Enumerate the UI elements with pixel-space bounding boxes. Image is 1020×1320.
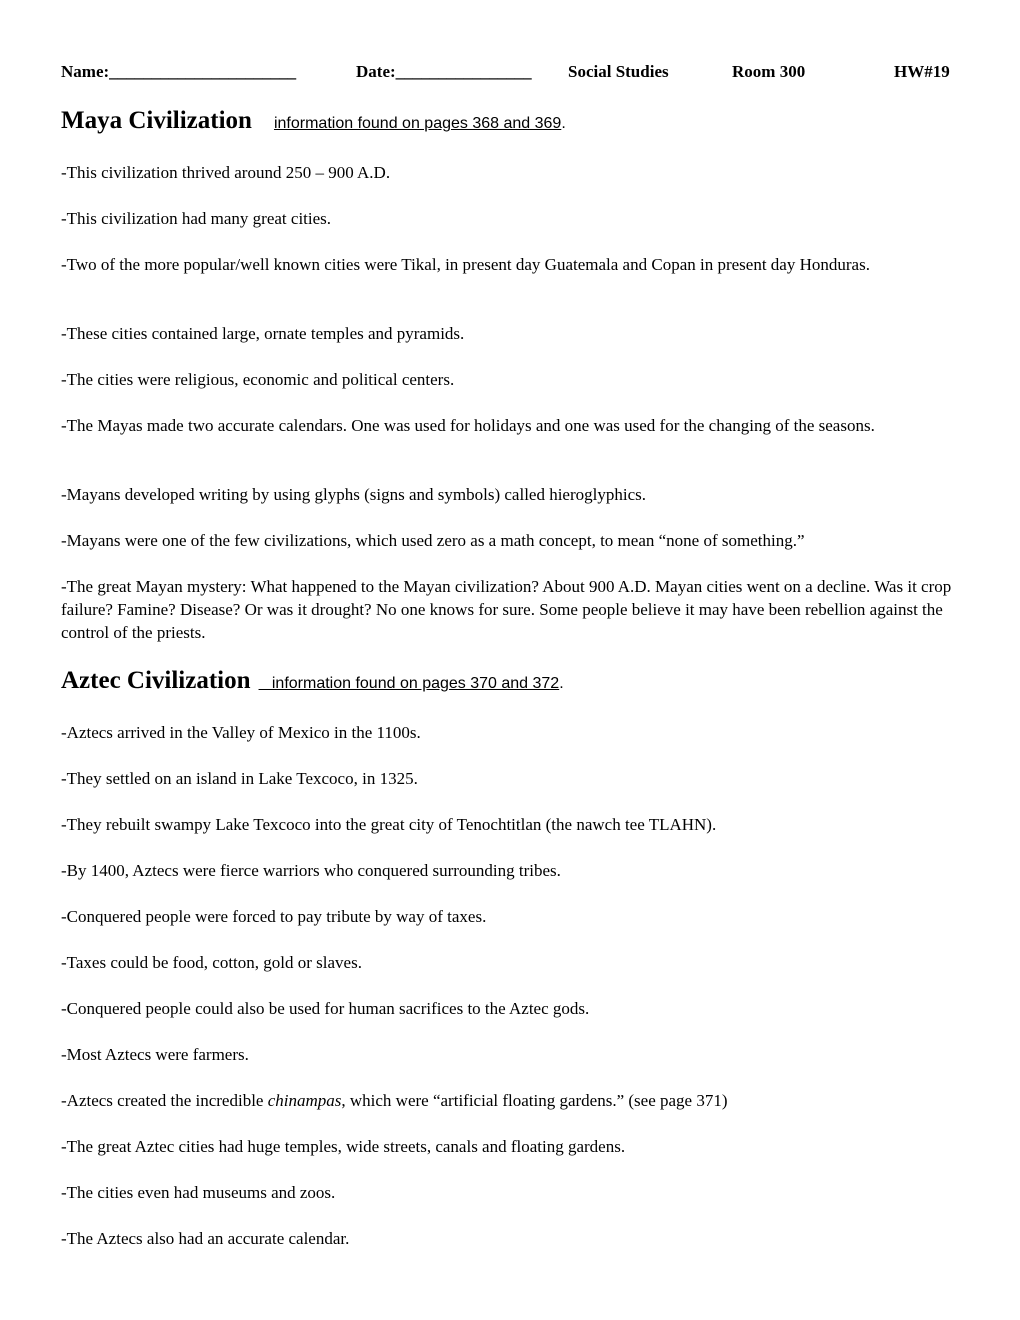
chinampas-term: chinampas xyxy=(267,1091,342,1110)
maya-item: -The great Mayan mystery: What happened to the Mayan civilization? About 900 A.D. Mayan cities went on a decline. Was it crop failure? Famine? Disease? Or was it drought? No one knows for sure. Some people believe it may have been rebellion against the control of the priests. xyxy=(61,577,952,642)
aztec-item: -Aztecs arrived in the Valley of Mexico in the 1100s. xyxy=(61,723,421,742)
maya-item: -Mayans were one of the few civilizations, which used zero as a math concept, to mean “none of something.” xyxy=(61,531,805,550)
maya-item: -This civilization had many great cities. xyxy=(61,209,332,228)
aztec-item: -The cities even had museums and zoos. xyxy=(61,1183,336,1202)
homework-number: HW#19 xyxy=(894,62,950,81)
aztec-item: -They settled on an island in Lake Texcoco, in 1325. xyxy=(61,769,418,788)
aztec-note-period: . xyxy=(559,675,564,692)
name-field-label: Name:______________________ xyxy=(61,62,297,81)
maya-item: -Two of the more popular/well known cities were Tikal, in present day Guatemala and Copan in present day Honduras. xyxy=(61,255,870,274)
aztec-item: -Taxes could be food, cotton, gold or slaves. xyxy=(61,953,362,972)
aztec-heading: Aztec Civilization xyxy=(61,667,251,694)
maya-item: -This civilization thrived around 250 – 900 A.D. xyxy=(61,163,391,182)
subject-label: Social Studies xyxy=(568,62,669,81)
maya-item: -These cities contained large, ornate temples and pyramids. xyxy=(61,324,465,343)
aztec-item: -The Aztecs also had an accurate calendar. xyxy=(61,1229,350,1248)
aztec-item: -They rebuilt swampy Lake Texcoco into the great city of Tenochtitlan (the nawch tee TLAHN). xyxy=(61,815,717,834)
aztec-page-reference: information found on pages 370 and 372 xyxy=(258,675,560,692)
aztec-item: -The great Aztec cities had huge temples, wide streets, canals and floating gardens. xyxy=(61,1137,626,1156)
maya-item: -The Mayas made two accurate calendars. One was used for holidays and one was used for the changing of the seasons. xyxy=(61,416,875,435)
maya-note-period: . xyxy=(561,115,566,132)
aztec-chinampas-item xyxy=(61,1089,961,1112)
date-field-label: Date:________________ xyxy=(356,62,532,81)
maya-item: -Mayans developed writing by using glyphs (signs and symbols) called hieroglyphics. xyxy=(61,485,646,504)
aztec-item: -Most Aztecs were farmers. xyxy=(61,1045,249,1064)
maya-item: -The cities were religious, economic and political centers. xyxy=(61,370,455,389)
chinampas-text-before: -Aztecs created the incredible xyxy=(61,1091,268,1110)
chinampas-text-after: , which were “artificial floating gardens.” (see page 371) xyxy=(341,1091,728,1110)
aztec-section-title xyxy=(61,667,564,695)
aztec-item: -Conquered people were forced to pay tribute by way of taxes. xyxy=(61,907,487,926)
aztec-item: -Conquered people could also be used for human sacrifices to the Aztec gods. xyxy=(61,999,590,1018)
aztec-item: -By 1400, Aztecs were fierce warriors who conquered surrounding tribes. xyxy=(61,861,561,880)
maya-section-title xyxy=(61,107,566,135)
room-label: Room 300 xyxy=(732,62,806,81)
maya-heading: Maya Civilization xyxy=(61,107,252,134)
maya-page-reference: information found on pages 368 and 369 xyxy=(273,115,562,132)
